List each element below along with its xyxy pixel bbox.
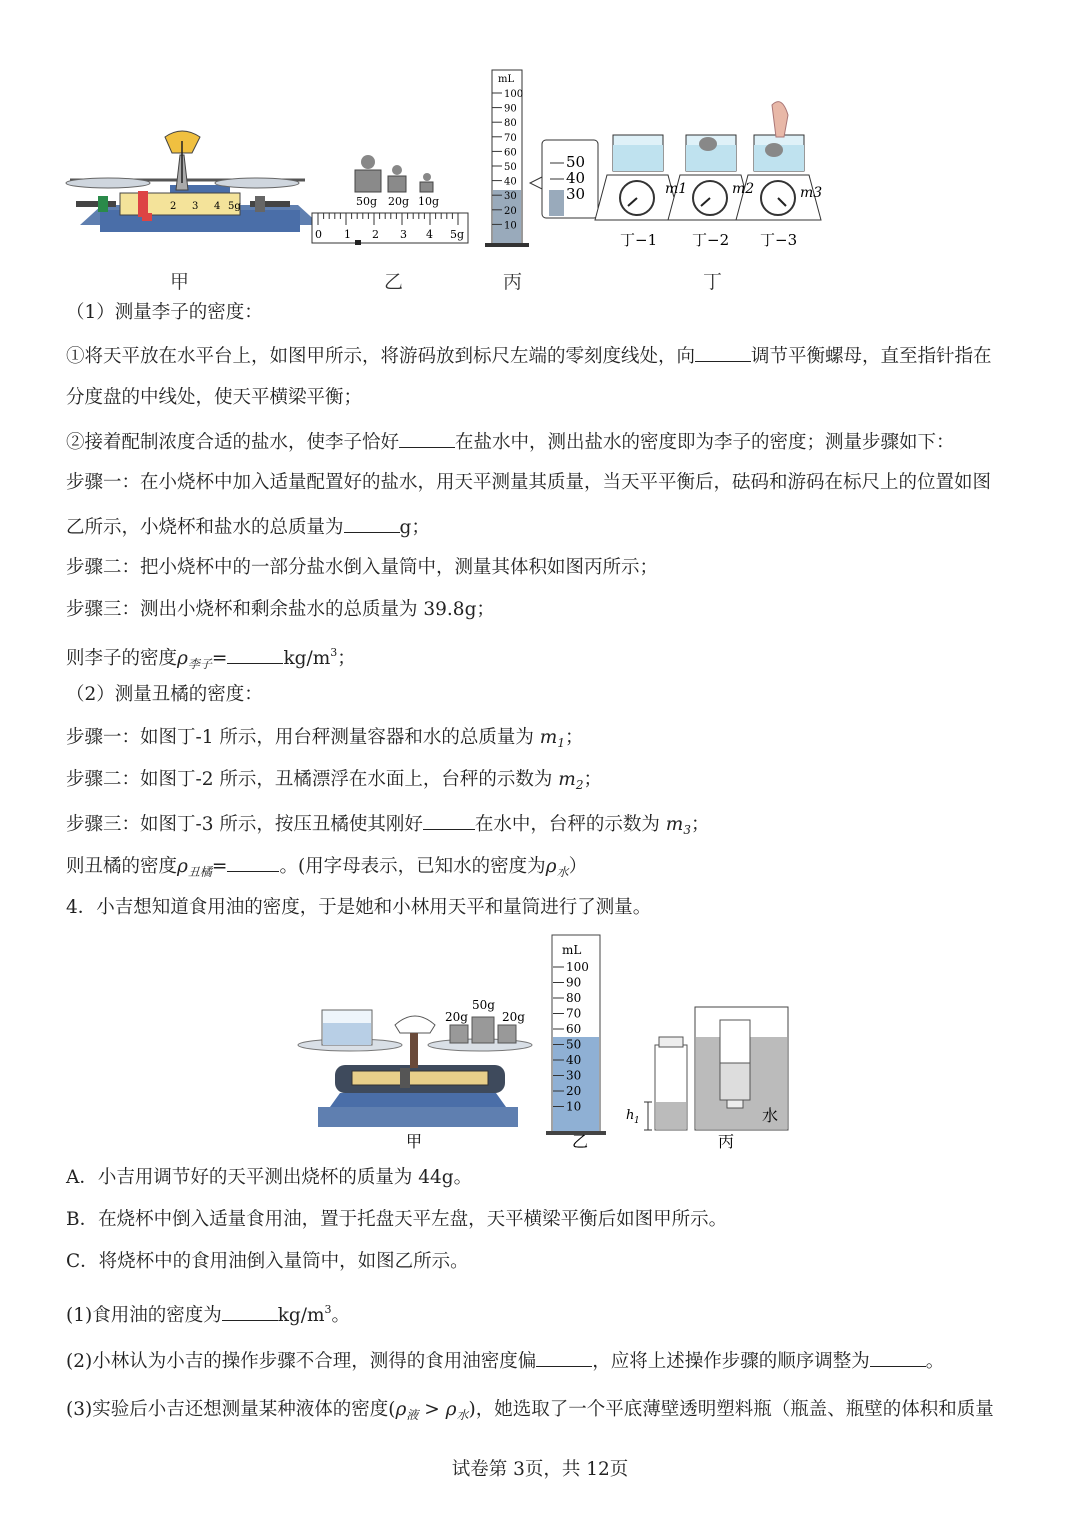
var-sub: 2 [575, 778, 584, 792]
cylinder-tick-label: 90 [504, 103, 517, 115]
text: 。 [925, 1351, 945, 1372]
cylinder-tick-label: 90 [566, 975, 582, 990]
answer-blank[interactable] [227, 645, 283, 664]
weight-label: 50g [472, 998, 495, 1012]
balance-ruler-tick: 2 [170, 201, 177, 212]
cylinder-tick-label: 30 [566, 1068, 582, 1083]
rho-subscript: 李子 [187, 657, 212, 671]
rho-symbol: ρ [177, 856, 188, 877]
text: 。(用字母表示，已知水的密度为 [279, 856, 546, 877]
text: ； [583, 769, 602, 790]
cylinder-tick-label: 10 [504, 220, 517, 232]
caption-ding: 丁 [703, 271, 723, 293]
equals: = [211, 648, 228, 669]
answer-blank[interactable] [695, 343, 751, 362]
q4-part3 [66, 1398, 994, 1427]
step-1-line-cont: 分度盘的中线处，使天平横梁平衡； [66, 387, 363, 408]
cylinder-tick-label: 40 [504, 176, 517, 188]
weight-label: 10g [418, 195, 440, 208]
part1-title: （1）测量李子的密度： [66, 302, 263, 323]
water-label: 水 [762, 1106, 779, 1125]
scales-ding [595, 102, 822, 249]
sub-caption: 丁−2 [692, 231, 730, 249]
option-a: A．小吉用调节好的天平测出烧杯的质量为 44g。 [66, 1167, 473, 1188]
text: )，她选取了一个平底薄壁透明塑料瓶（瓶盖、瓶壁的体积和质量 [468, 1399, 994, 1420]
cylinder-bing [485, 70, 598, 247]
equals: = [211, 856, 228, 877]
answer-blank[interactable] [399, 429, 455, 448]
gt-sign: > [418, 1399, 446, 1420]
ruler-tick: 4 [426, 228, 433, 241]
text: ； [337, 648, 356, 669]
scale-label: m2 [732, 181, 755, 197]
text: 调节平衡螺母，直至指针指在 [751, 346, 992, 367]
scale-ding-3 [736, 102, 821, 220]
step-1-line [66, 343, 992, 369]
rho-subscript: 液 [406, 1408, 419, 1422]
figure-1 [60, 65, 840, 295]
h-label: h [626, 1108, 635, 1123]
unit-sup: 3 [330, 646, 338, 659]
cylinder-tick-label: 50 [566, 1037, 582, 1052]
balance-ruler-tick: 3 [192, 201, 199, 212]
balance-jia [66, 131, 320, 232]
q4-stem: 4．小吉想知道食用油的密度，于是她和小林用天平和量筒进行了测量。 [66, 897, 652, 918]
orange-step-3 [66, 811, 710, 842]
cylinder-unit: mL [498, 74, 515, 85]
option-b: B．在烧杯中倒入适量食用油，置于托盘天平左盘，天平横梁平衡后如图甲所示。 [66, 1209, 728, 1230]
text: (2)小林认为小吉的操作步骤不合理，测得的食用油密度偏 [66, 1351, 537, 1372]
var-m: m [558, 769, 576, 790]
rho-symbol: ρ [545, 856, 557, 877]
procedure-step-1: 步骤一：在小烧杯中加入适量配置好的盐水，用天平测量其质量，当天平平衡后，砝码和游码在标尺上的位置如图 [66, 472, 992, 493]
cylinder-tick-label: 20 [504, 205, 517, 217]
text: (1)食用油的密度为 [66, 1305, 222, 1326]
zoom-tick: 40 [566, 169, 586, 187]
text: 步骤一：如图丁-1 所示，用台秤测量容器和水的总质量为 [66, 727, 540, 748]
balance-ruler-tick: 4 [214, 201, 221, 212]
cylinder-unit: mL [562, 943, 582, 957]
scale-label: m1 [665, 181, 688, 197]
caption-bing: 丙 [503, 271, 523, 293]
rho-symbol: ρ [445, 1399, 457, 1420]
weight-label: 20g [502, 1010, 525, 1024]
cylinder-tick-label: 10 [566, 1099, 582, 1114]
weight-label: 50g [356, 195, 378, 208]
balance-ruler-tick: 5g [228, 201, 241, 212]
cylinder-tick-label: 40 [566, 1053, 582, 1067]
var-sub: 1 [557, 736, 565, 750]
text: ； [564, 727, 584, 748]
orange-step-1 [66, 726, 584, 755]
page-footer: 试卷第 3页，共 12页 [451, 1459, 629, 1480]
option-c: C．将烧杯中的食用油倒入量筒中，如图乙所示。 [66, 1251, 469, 1272]
unit: kg/m [277, 1305, 325, 1326]
sub-caption: 丁−1 [620, 231, 658, 249]
answer-blank[interactable] [222, 1302, 278, 1321]
plum-density-line [66, 641, 356, 676]
text: 。 [331, 1305, 351, 1326]
cylinder-tick-label: 80 [566, 991, 582, 1005]
caption-jia: 甲 [170, 271, 190, 293]
cylinder-yi [546, 935, 606, 1135]
answer-blank[interactable] [227, 853, 279, 872]
ruler-tick: 2 [372, 228, 379, 241]
caption-yi-2: 乙 [572, 1132, 589, 1151]
cylinder-tick-label: 70 [566, 1006, 582, 1021]
cylinder-tick-label: 60 [504, 147, 517, 159]
procedure-step-1-cont [66, 514, 430, 540]
var-sub: 3 [683, 823, 691, 837]
caption-yi: 乙 [384, 271, 404, 293]
text: ） [568, 856, 588, 877]
cylinder-tick-label: 30 [504, 191, 517, 203]
unit-sup: 3 [324, 1303, 332, 1316]
orange-density-line [66, 853, 587, 884]
weight-label: 20g [388, 195, 410, 208]
ruler-tick: 3 [400, 228, 407, 241]
cylinder-tick-label: 20 [566, 1084, 582, 1098]
scale-ding-1 [595, 135, 680, 220]
caption-bing-2: 丙 [718, 1132, 735, 1151]
answer-blank[interactable] [536, 1348, 592, 1367]
text: 乙所示，小烧杯和盐水的总质量为 [66, 517, 344, 538]
cylinder-tick-label: 70 [504, 132, 517, 144]
text: 在水中，台秤的示数为 [474, 814, 666, 835]
text: ； [690, 814, 710, 835]
orange-step-2 [66, 768, 602, 797]
caption-jia-2: 甲 [406, 1132, 423, 1151]
q4-part2 [66, 1348, 944, 1374]
zoom-tick: 30 [566, 185, 586, 203]
var-m: m [665, 814, 684, 835]
answer-blank[interactable] [423, 811, 475, 830]
sub-caption: 丁−3 [760, 231, 798, 249]
unit: kg/m [283, 648, 331, 669]
cylinder-tick-label: 50 [504, 162, 517, 173]
text: 则丑橘的密度 [66, 856, 178, 877]
rho-symbol: ρ [395, 1399, 407, 1420]
text: g； [399, 517, 430, 538]
text: 在盐水中，测出盐水的密度即为李子的密度；测量步骤如下： [455, 432, 955, 453]
rho-subscript: 水 [556, 865, 569, 879]
rho-subscript: 水 [456, 1408, 469, 1422]
weights-and-ruler-yi [312, 155, 468, 245]
zoom-tick: 50 [566, 153, 586, 171]
text: 步骤二：如图丁-2 所示，丑橘漂浮在水面上，台秤的示数为 [66, 769, 559, 790]
procedure-step-3: 步骤三：测出小烧杯和剩余盐水的总质量为 39.8g； [66, 599, 495, 620]
answer-blank[interactable] [344, 514, 400, 533]
answer-blank[interactable] [870, 1348, 926, 1367]
ruler-tick: 5g [450, 228, 465, 241]
ruler-tick: 1 [344, 228, 351, 241]
text: ，应将上述操作步骤的顺序调整为 [592, 1351, 870, 1372]
q4-part1 [66, 1298, 350, 1328]
cylinder-tick-label: 80 [504, 118, 517, 130]
step-2-line [66, 429, 955, 455]
var-m: m [539, 727, 558, 748]
weight-label: 20g [445, 1010, 468, 1024]
rho-subscript: 丑橘 [187, 865, 212, 879]
ruler-tick: 0 [315, 228, 322, 241]
text: 步骤三：如图丁-3 所示，按压丑橘使其刚好 [66, 814, 423, 835]
bottle-bing [626, 1007, 788, 1130]
scale-label: m3 [800, 185, 823, 201]
text: (3)实验后小吉还想测量某种液体的密度( [66, 1399, 396, 1420]
rho-symbol: ρ [177, 648, 188, 669]
text: 则李子的密度 [66, 648, 178, 669]
cylinder-tick-label: 100 [566, 960, 589, 974]
balance-jia-2 [298, 998, 532, 1127]
cylinder-tick-label: 100 [504, 89, 524, 100]
h-subscript: 1 [634, 1116, 640, 1126]
figure-2 [290, 925, 800, 1160]
text: ②接着配制浓度合适的盐水，使李子恰好 [66, 432, 400, 453]
text: ①将天平放在水平台上，如图甲所示，将游码放到标尺左端的零刻度线处，向 [66, 346, 696, 367]
procedure-step-2: 步骤二：把小烧杯中的一部分盐水倒入量筒中，测量其体积如图丙所示； [66, 557, 659, 578]
cylinder-tick-label: 60 [566, 1022, 582, 1036]
part2-title: （2）测量丑橘的密度： [66, 684, 263, 705]
